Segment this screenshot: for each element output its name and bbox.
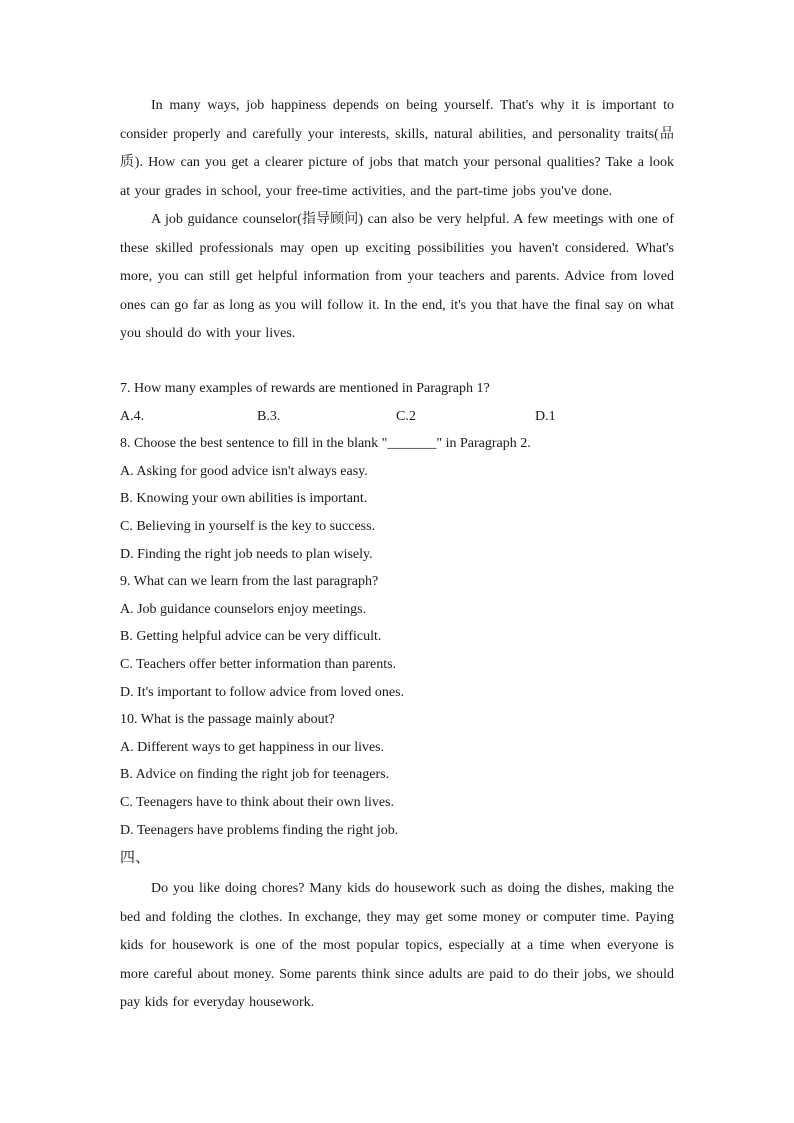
section-4-paragraph-1: Do you like doing chores? Many kids do housework such as doing the dishes, making the bed and folding the clothes. In exchange, they may get some money or computer time. Paying kids for housework is one of the most popular topics, especially at a time when everyone is more careful about money. Some parents think since adults are paid to do their jobs, we should pay kids for everyday housework. bbox=[120, 881, 674, 1010]
paragraph-1: In many ways, job happiness depends on being yourself. That's why it is important to consider properly and carefully your interests, skills, natural abilities, and personality traits(品质). How can you get a clearer picture of jobs that match your personal qualities? Take a look at your grades in school, your free-time activities, and the part-time jobs you've done. bbox=[120, 98, 674, 199]
question-10-stem: 10. What is the passage mainly about? bbox=[120, 712, 335, 727]
question-7-option-c: C.2 bbox=[396, 409, 416, 424]
paragraph-2: A job guidance counselor(指导顾问) can also be very helpful. A few meetings with one of these skilled professionals may open up exciting possibilities you haven't considered. What's more, you can still get helpful information from your teachers and parents. Advice from loved ones can go far as long as you will follow it. In the end, it's you that have the final say on what you should do with your lives. bbox=[120, 212, 674, 341]
question-8-option-b: B. Knowing your own abilities is important. bbox=[120, 491, 368, 506]
question-8-stem: 8. Choose the best sentence to fill in the blank "_______" in Paragraph 2. bbox=[120, 436, 531, 451]
question-7-option-d: D.1 bbox=[535, 409, 556, 424]
question-7-option-b: B.3. bbox=[257, 409, 281, 424]
question-10-option-c: C. Teenagers have to think about their own lives. bbox=[120, 795, 395, 810]
question-8-option-c: C. Believing in yourself is the key to success. bbox=[120, 519, 376, 534]
question-9-option-c: C. Teachers offer better information than parents. bbox=[120, 657, 397, 672]
question-10-option-d: D. Teenagers have problems finding the right job. bbox=[120, 823, 399, 838]
question-9-option-b: B. Getting helpful advice can be very difficult. bbox=[120, 629, 382, 644]
question-9-option-a: A. Job guidance counselors enjoy meetings. bbox=[120, 602, 367, 617]
question-10-option-b: B. Advice on finding the right job for teenagers. bbox=[120, 767, 390, 782]
section-4-heading: 四、 bbox=[120, 850, 151, 866]
question-8-option-a: A. Asking for good advice isn't always easy. bbox=[120, 464, 368, 479]
passage-paragraphs bbox=[120, 92, 674, 349]
question-7-option-a: A.4. bbox=[120, 409, 145, 424]
question-10-option-a: A. Different ways to get happiness in our lives. bbox=[120, 740, 385, 755]
question-8-option-d: D. Finding the right job needs to plan wisely. bbox=[120, 547, 373, 562]
question-9-stem: 9. What can we learn from the last paragraph? bbox=[120, 574, 379, 589]
question-9-option-d: D. It's important to follow advice from loved ones. bbox=[120, 685, 405, 700]
section-4-passage bbox=[120, 875, 674, 1018]
question-7-stem: 7. How many examples of rewards are mentioned in Paragraph 1? bbox=[120, 381, 490, 396]
